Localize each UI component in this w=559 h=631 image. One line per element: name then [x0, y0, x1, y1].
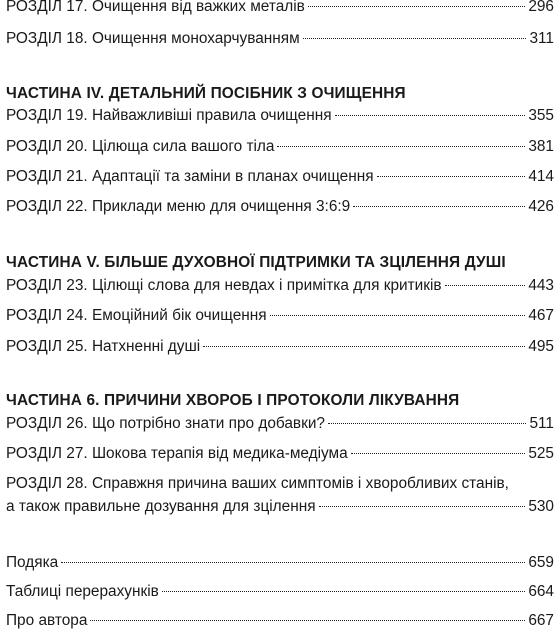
dot-leader	[203, 346, 525, 347]
dot-leader	[61, 562, 525, 563]
toc-entry-conversion-tables[interactable]: Таблиці перерахунків 664	[6, 583, 554, 600]
toc-entry-chapter-22[interactable]: РОЗДІЛ 22. Приклади меню для очищення 3:6:9 426	[6, 198, 554, 215]
toc-entry-chapter-19[interactable]: РОЗДІЛ 19. Найважливіші правила очищення 355	[6, 107, 554, 124]
part-5-heading: ЧАСТИНА V. БІЛЬШЕ ДУХОВНОЇ ПІДТРИМКИ ТА ЗЦІЛЕННЯ ДУШІ	[6, 254, 506, 271]
toc-entry-chapter-26[interactable]: РОЗДІЛ 26. Що потрібно знати про добавки? 511	[6, 415, 554, 432]
toc-entry-chapter-28-line-1[interactable]: РОЗДІЛ 28. Справжня причина ваших симптомів і хворобливих станів,	[6, 475, 509, 492]
toc-entry-chapter-23[interactable]: РОЗДІЛ 23. Цілющі слова для невдах і примітка для критиків 443	[6, 277, 554, 294]
toc-entry-about-author[interactable]: Про автора 667	[6, 612, 554, 629]
part-4-heading: ЧАСТИНА IV. ДЕТАЛЬНИЙ ПОСІБНИК З ОЧИЩЕННЯ	[6, 85, 406, 102]
toc-entry-chapter-24[interactable]: РОЗДІЛ 24. Емоційний бік очищення 467	[6, 307, 554, 324]
dot-leader	[277, 146, 525, 147]
toc-entry-chapter-25[interactable]: РОЗДІЛ 25. Натхненні душі 495	[6, 338, 554, 355]
dot-leader	[328, 423, 526, 424]
dot-leader	[319, 506, 526, 507]
dot-leader	[162, 591, 525, 592]
dot-leader	[270, 315, 526, 316]
toc-entry-chapter-18[interactable]: РОЗДІЛ 18. Очищення монохарчуванням 311	[6, 30, 554, 47]
toc-entry-chapter-17[interactable]: РОЗДІЛ 17. Очищення від важких металів 296	[6, 0, 554, 15]
dot-leader	[351, 453, 526, 454]
toc-entry-chapter-21[interactable]: РОЗДІЛ 21. Адаптації та заміни в планах очищення 414	[6, 168, 554, 185]
dot-leader	[377, 176, 526, 177]
dot-leader	[90, 620, 525, 621]
toc-entry-chapter-28[interactable]: а також правильне дозування для зцілення 530	[6, 498, 554, 515]
dot-leader	[335, 115, 526, 116]
toc-entry-chapter-20[interactable]: РОЗДІЛ 20. Цілюща сила вашого тіла 381	[6, 138, 554, 155]
dot-leader	[308, 6, 525, 7]
toc-entry-acknowledgements[interactable]: Подяка 659	[6, 554, 554, 571]
toc-entry-chapter-27[interactable]: РОЗДІЛ 27. Шокова терапія від медика-медіума 525	[6, 445, 554, 462]
dot-leader	[353, 206, 525, 207]
part-6-heading: ЧАСТИНА 6. ПРИЧИНИ ХВОРОБ І ПРОТОКОЛИ ЛІКУВАННЯ	[6, 392, 460, 409]
dot-leader	[303, 38, 527, 39]
dot-leader	[445, 285, 526, 286]
